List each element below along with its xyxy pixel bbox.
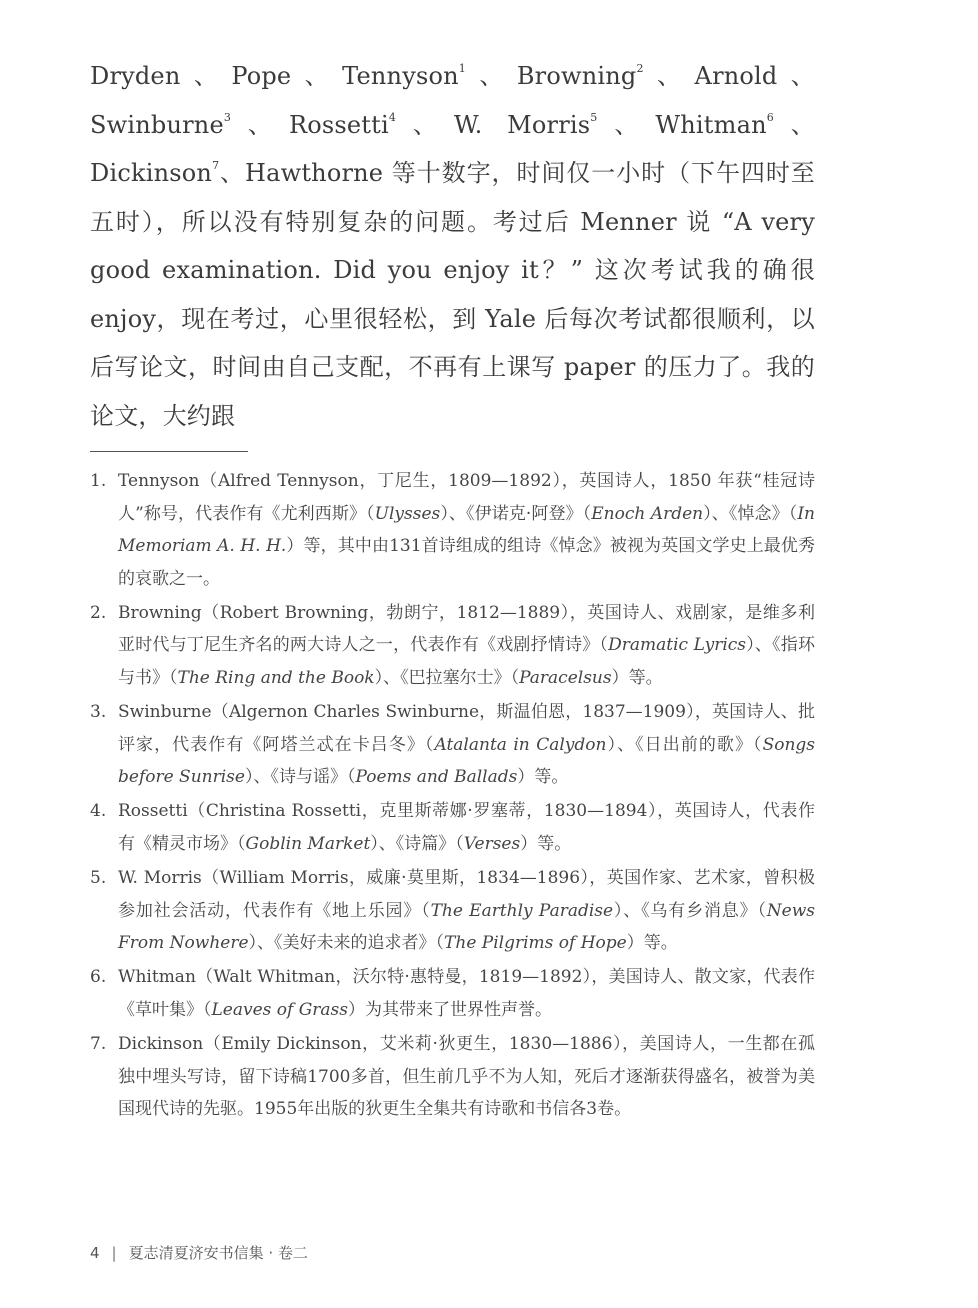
work-title-italic: The Pilgrims of Hope bbox=[444, 933, 627, 954]
body-text-run: 、Whitman bbox=[597, 110, 767, 139]
body-text-run: 、Hawthorne 等十数字，时间仅一小时（下午四时至五时），所以没有特别复杂的问题。考过后 Menner 说 “A very good examination. Did you enjoy it？” 这次考试我的确很 enjoy，现在考过，心里很轻松，到 Yale 后每次考试都很顺利，以后写论文，时间由自己支配，不再有上课写 paper 的压力了。我的论文，大约跟 bbox=[90, 159, 815, 430]
footnote-text: ）等。 bbox=[517, 767, 569, 788]
footnote-text: Tennyson（Alfred Tennyson，丁尼生，1809—1892），英国诗人，1850 年获“桂冠诗人”称号，代表作有《尤利西斯》（ bbox=[118, 471, 815, 524]
footnote-item bbox=[90, 1028, 815, 1126]
footnote-item bbox=[90, 795, 815, 860]
footnote-number: 2. bbox=[90, 602, 107, 623]
footnote-text: ）、《美好未来的追求者》（ bbox=[248, 933, 445, 954]
body-text bbox=[90, 52, 815, 440]
footnote-ref: 7 bbox=[212, 159, 220, 172]
footnote-item bbox=[90, 465, 815, 595]
work-title-italic: Paracelsus bbox=[519, 668, 612, 689]
work-title-italic: News From Nowhere bbox=[118, 900, 816, 954]
work-title-italic: Songs before Sunrise bbox=[118, 734, 815, 788]
footnote-item bbox=[90, 862, 815, 960]
body-text-run: 、W. Morris bbox=[396, 110, 591, 139]
footnote-text: ）、《伊诺克·阿登》（ bbox=[440, 503, 592, 524]
footnote-item bbox=[90, 961, 815, 1026]
footnote-ref: 4 bbox=[388, 110, 397, 124]
footer-separator: | bbox=[111, 1243, 117, 1262]
work-title-italic: Atalanta in Calydon bbox=[434, 734, 607, 755]
body-paragraph bbox=[90, 52, 815, 440]
footnote-item bbox=[90, 696, 815, 794]
footnote-ref: 3 bbox=[223, 110, 232, 124]
footnote-text: ）等。 bbox=[611, 668, 663, 689]
footnote-text: Rossetti（Christina Rossetti，克里斯蒂娜·罗塞蒂，1830—1894），英国诗人，代表作有《精灵市场》（ bbox=[118, 801, 815, 855]
footnote-text: ）、《指环与书》（ bbox=[118, 635, 815, 689]
footnote-text: ）、《日出前的歌》（ bbox=[606, 734, 763, 755]
footnote-text: ）、《巴拉塞尔士》（ bbox=[374, 668, 520, 689]
page-footer bbox=[90, 1242, 308, 1263]
work-title-italic: Ulysses bbox=[374, 503, 441, 524]
footnote-number: 7. bbox=[90, 1034, 107, 1055]
footnote-number: 5. bbox=[90, 868, 107, 889]
footnote-number: 1. bbox=[90, 471, 107, 491]
footnote-number: 3. bbox=[90, 702, 107, 723]
work-title-italic: The Earthly Paradise bbox=[430, 900, 614, 921]
body-text-run: 、Arnold、Swinburne bbox=[90, 62, 816, 139]
footnote-text: ）等。 bbox=[520, 834, 572, 855]
body-text-run: 、Rossetti bbox=[231, 110, 389, 139]
footnote-text: ）等，其中由131首诗组成的组诗《悼念》被视为英国文学史上最优秀的哀歌之一。 bbox=[118, 536, 815, 589]
footnote-text: ）、《悼念》（ bbox=[703, 503, 798, 524]
footnote-text: ）、《乌有乡消息》（ bbox=[613, 900, 767, 921]
work-title-italic: Goblin Market bbox=[245, 834, 371, 855]
footnote-ref: 6 bbox=[766, 110, 774, 124]
body-text-run: 、Dickinson bbox=[90, 110, 815, 187]
body-text-run: Dryden、Pope、Tennyson bbox=[90, 62, 459, 90]
work-title-italic: In Memoriam A. H. H. bbox=[118, 503, 816, 557]
footnote-text: W. Morris（William Morris，威廉·莫里斯，1834—1896），英国作家、艺术家，曾积极参加社会活动，代表作有《地上乐园》（ bbox=[118, 868, 815, 921]
footnote-text: Swinburne（Algernon Charles Swinburne，斯温伯恩，1837—1909），英国诗人、批评家，代表作有《阿塔兰忒在卡吕冬》（ bbox=[118, 702, 815, 755]
footnote-item bbox=[90, 597, 815, 695]
footnote-text: ）等。 bbox=[626, 933, 678, 954]
footnotes-section bbox=[90, 465, 815, 1127]
footnote-text: Browning（Robert Browning，勃朗宁，1812—1889），英国诗人、戏剧家，是维多利亚时代与丁尼生齐名的两大诗人之一，代表作有《戏剧抒情诗》（ bbox=[118, 602, 815, 656]
work-title-italic: Poems and Ballads bbox=[355, 767, 518, 788]
footnote-text: Whitman（Walt Whitman，沃尔特·惠特曼，1819—1892），美国诗人、散文家，代表作《草叶集》（ bbox=[118, 967, 815, 1020]
footnote-text: Dickinson（Emily Dickinson，艾米莉·狄更生，1830—1886），美国诗人，一生都在孤独中埋头写诗，留下诗稿1700多首，但生前几乎不为人知，死后才逐渐获得盛名，被誉为美国现代诗的先驱。1955年出版的狄更生全集共有诗歌和书信各3卷。 bbox=[118, 1034, 815, 1120]
footnote-number: 4. bbox=[90, 801, 107, 822]
footnote-text: ）、《诗篇》（ bbox=[370, 834, 464, 855]
page-number: 4 bbox=[90, 1243, 100, 1262]
footnote-ref: 5 bbox=[590, 110, 598, 124]
footnote-ref: 2 bbox=[636, 62, 644, 75]
work-title-italic: Verses bbox=[463, 834, 521, 855]
work-title-italic: The Ring and the Book bbox=[177, 668, 375, 689]
footnote-divider bbox=[90, 451, 248, 452]
work-title-italic: Enoch Arden bbox=[591, 503, 704, 524]
footnote-number: 6. bbox=[90, 967, 107, 988]
work-title-italic: Leaves of Grass bbox=[211, 1000, 348, 1020]
footnote-ref: 1 bbox=[458, 62, 466, 75]
footnote-text: ）为其带来了世界性声誉。 bbox=[348, 1000, 552, 1020]
work-title-italic: Dramatic Lyrics bbox=[608, 635, 747, 656]
running-title: 夏志清夏济安书信集 · 卷二 bbox=[128, 1244, 308, 1262]
body-text-run: 、Browning bbox=[466, 62, 637, 90]
footnote-text: ）、《诗与谣》（ bbox=[244, 767, 356, 788]
